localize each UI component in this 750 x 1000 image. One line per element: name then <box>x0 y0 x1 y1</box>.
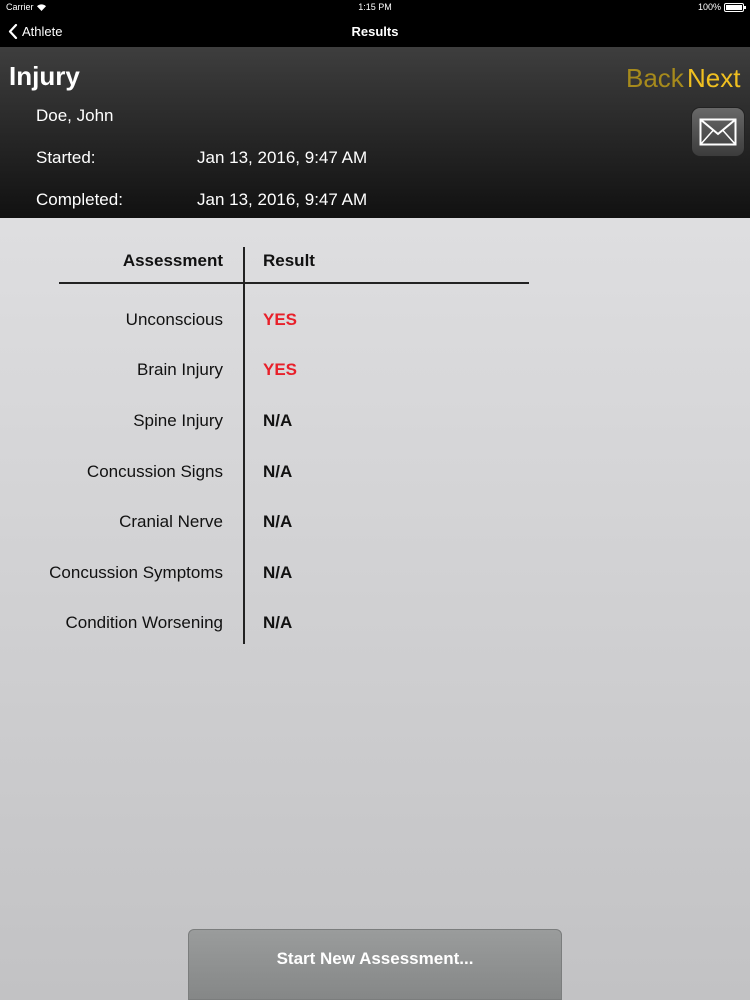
nav-back-button[interactable] <box>8 16 62 47</box>
table-header-divider <box>59 282 529 284</box>
completed-value: Jan 13, 2016, 9:47 AM <box>197 190 368 209</box>
assessment-name: Unconscious <box>125 310 223 329</box>
assessment-result: N/A <box>263 512 293 531</box>
carrier-label: Carrier <box>6 2 34 12</box>
assessment-result: N/A <box>263 613 293 632</box>
assessment-name: Spine Injury <box>133 411 223 430</box>
chevron-left-icon <box>8 24 18 39</box>
assessment-result: N/A <box>263 563 293 582</box>
assessment-name: Brain Injury <box>137 360 223 379</box>
completed-label: Completed: <box>36 190 123 209</box>
status-bar <box>0 0 750 16</box>
assessment-name: Cranial Nerve <box>119 512 223 531</box>
table-column-divider <box>243 247 245 644</box>
battery-indicator <box>698 2 744 12</box>
navigation-bar <box>0 16 750 47</box>
mail-icon <box>699 118 737 146</box>
start-new-assessment-button[interactable]: Start New Assessment... <box>188 929 562 1000</box>
started-label: Started: <box>36 148 96 167</box>
battery-percent: 100% <box>697 2 721 12</box>
assessment-column-header: Assessment <box>122 251 223 270</box>
assessment-name: Condition Worsening <box>65 613 223 632</box>
assessment-result: YES <box>263 310 298 329</box>
result-column-header: Result <box>263 251 315 270</box>
assessment-name: Concussion Symptoms <box>49 563 223 582</box>
page-title: Injury <box>9 61 80 91</box>
nav-title: Results <box>351 24 399 39</box>
assessment-result: N/A <box>263 411 293 430</box>
battery-icon <box>724 3 744 12</box>
started-value: Jan 13, 2016, 9:47 AM <box>197 148 368 167</box>
nav-back-label: Athlete <box>22 24 63 39</box>
back-button[interactable]: Back <box>626 63 684 93</box>
assessment-name: Concussion Signs <box>86 462 223 481</box>
assessment-header <box>0 47 750 218</box>
email-button[interactable] <box>691 107 745 157</box>
assessment-result: YES <box>263 360 298 379</box>
status-time: 1:15 PM <box>358 2 392 12</box>
athlete-name: Doe, John <box>36 106 114 125</box>
next-button[interactable]: Next <box>687 63 741 93</box>
assessment-result: N/A <box>263 462 293 481</box>
